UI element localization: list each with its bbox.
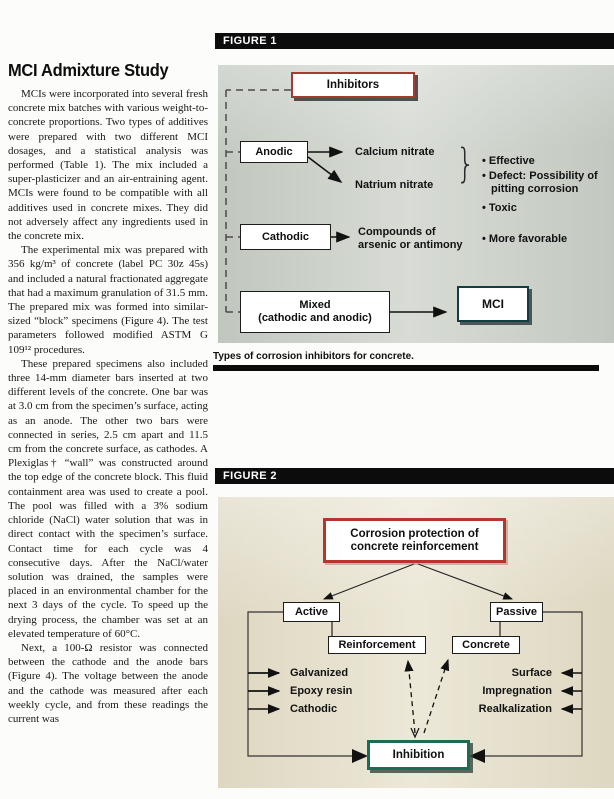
arrow-root-active <box>324 564 414 599</box>
dashed-arrow-inhibition-reinforcement <box>408 661 415 733</box>
fig2-box-inhibition-label: Inhibition <box>392 748 445 761</box>
fig1-box-mixed-line2: (cathodic and anodic) <box>258 312 372 324</box>
figure1-label: FIGURE 1 <box>223 35 277 47</box>
fig1-box-mixed <box>240 291 390 333</box>
figure1-header-bar <box>215 33 614 49</box>
fig1-box-cathodic <box>240 224 331 250</box>
fig2-item-galvanized: Galvanized <box>290 667 349 679</box>
fig1-brace: } <box>456 141 476 187</box>
fig2-item-epoxy-resin: Epoxy resin <box>290 685 353 697</box>
fig2-box-passive <box>490 602 543 622</box>
fig1-box-anodic-label: Anodic <box>255 145 293 158</box>
fig1-box-mixed-line1: Mixed <box>299 299 331 311</box>
fig1-cathodic-note-wrap <box>482 233 610 248</box>
figure2-label: FIGURE 2 <box>223 470 277 482</box>
article-column <box>8 60 208 726</box>
fig1-note-more-favorable: • More favorable <box>482 233 568 245</box>
figure1-caption: Types of corrosion inhibitors for concrete. <box>213 351 414 362</box>
fig2-box-passive-label: Passive <box>496 605 537 618</box>
fig1-box-mci-label: MCI <box>482 296 504 311</box>
fig1-box-inhibitors-label: Inhibitors <box>326 78 380 91</box>
figure1-panel <box>218 65 614 343</box>
fig1-box-anodic <box>240 141 308 163</box>
arrow-anodic-natrium <box>308 157 341 182</box>
fig2-item-realkalization: Realkalization <box>478 703 552 715</box>
left-rail <box>248 612 352 756</box>
article-paragraph-3: These prepared specimens also included three 14-mm diameter bars inserted at two different levels of the concrete. One bar was at 3.0 cm from the specimen’s surface, acting as an anode. The other two bars were connected in series, 2.5 cm apart and 11.5 cm from the concrete surface, as cathodes. A Plexiglas† “wall” was constructed around the top edge of the concrete block. This fluid containment area was used to create a pool. The pool was filled with a 3% sodium chloride (NaCl) water solution that was in direct contact with the specimen’s surface. Contact time for each cycle was 4 consecutive days. After the NaCl/water solution was drained, the samples were placed in an environmental chamber for the next 3 days of the cycle. To speed up the drying process, the chamber was set at an elevated temperature of 60°C. <box>8 357 208 640</box>
fig1-label-natrium-nitrate: Natrium nitrate <box>355 179 434 191</box>
fig1-note-toxic: • Toxic <box>482 202 517 214</box>
fig2-box-reinforcement-label: Reinforcement <box>338 638 416 651</box>
article-title: MCI Admixture Study <box>8 60 169 80</box>
fig1-box-mci <box>457 286 529 322</box>
fig1-note-effective: • Effective <box>482 155 535 167</box>
fig2-root-line1: Corrosion protection of <box>350 527 479 540</box>
fig2-item-surface: Surface <box>511 667 552 679</box>
fig1-label-compounds-line2: arsenic or antimony <box>358 239 463 251</box>
article-paragraph-2: The experimental mix was prepared with 356 kg/m³ of concrete (label PC 30z 45s) and included a natural fractionated aggregate that had a maximum granulation of 31.5 mm. The prepared mix was formed into similar-sized “block” specimens (Figure 4). The test parameters followed modified ASTM G 109¹² procedures. <box>8 244 208 356</box>
fig1-label-compounds-line1: Compounds of <box>358 226 436 238</box>
fig2-item-cathodic: Cathodic <box>290 703 338 715</box>
article-paragraph-1: MCIs were incorporated into several fresh concrete mix batches with various weight-to-concrete proportions. Two types of additives were prepared with two different MCI dosages, and a statistical analysis was performed (Table 1). The mix included a super-plasticizer and an air-entraining agent. MCIs were found to be compatible with all additives used in concrete mixes. They did not adversely affect any ingredients used in the concrete mix. <box>8 88 208 243</box>
fig2-root-line2: concrete reinforcement <box>350 540 479 553</box>
fig2-item-impregnation: Impregnation <box>482 685 552 697</box>
left-rail-arrowhead <box>352 749 368 763</box>
fig2-box-concrete-label: Concrete <box>462 638 510 651</box>
fig1-box-inhibitors <box>291 72 415 98</box>
arrow-root-passive <box>418 564 512 599</box>
fig2-box-inhibition <box>367 740 470 770</box>
figure1-bottom-rule <box>213 365 599 371</box>
fig2-box-active-label: Active <box>294 605 329 618</box>
fig2-box-active <box>283 602 340 622</box>
fig1-anodic-notes <box>482 155 610 217</box>
article-paragraph-4: Next, a 100-Ω resistor was connected between the cathode and the anode bars (Figure 4). The voltage between the anode and the cathode was measured after each weekly cycle, and from these readings the current was <box>8 641 208 725</box>
right-rail-arrowhead <box>469 749 485 763</box>
dashed-rail <box>226 90 291 312</box>
fig1-note-defect: • Defect: Possibility of pitting corrosion <box>482 170 598 195</box>
fig1-box-cathodic-label: Cathodic <box>261 230 310 243</box>
figure2-panel <box>218 497 614 788</box>
left-branch-lines <box>248 673 279 691</box>
fig2-box-reinforcement <box>328 636 426 654</box>
fig2-box-root <box>323 518 506 563</box>
fig1-label-calcium-nitrate: Calcium nitrate <box>355 146 435 158</box>
figure2-header-bar <box>215 468 614 484</box>
fig2-box-concrete <box>452 636 520 654</box>
connector-lines <box>332 622 500 636</box>
